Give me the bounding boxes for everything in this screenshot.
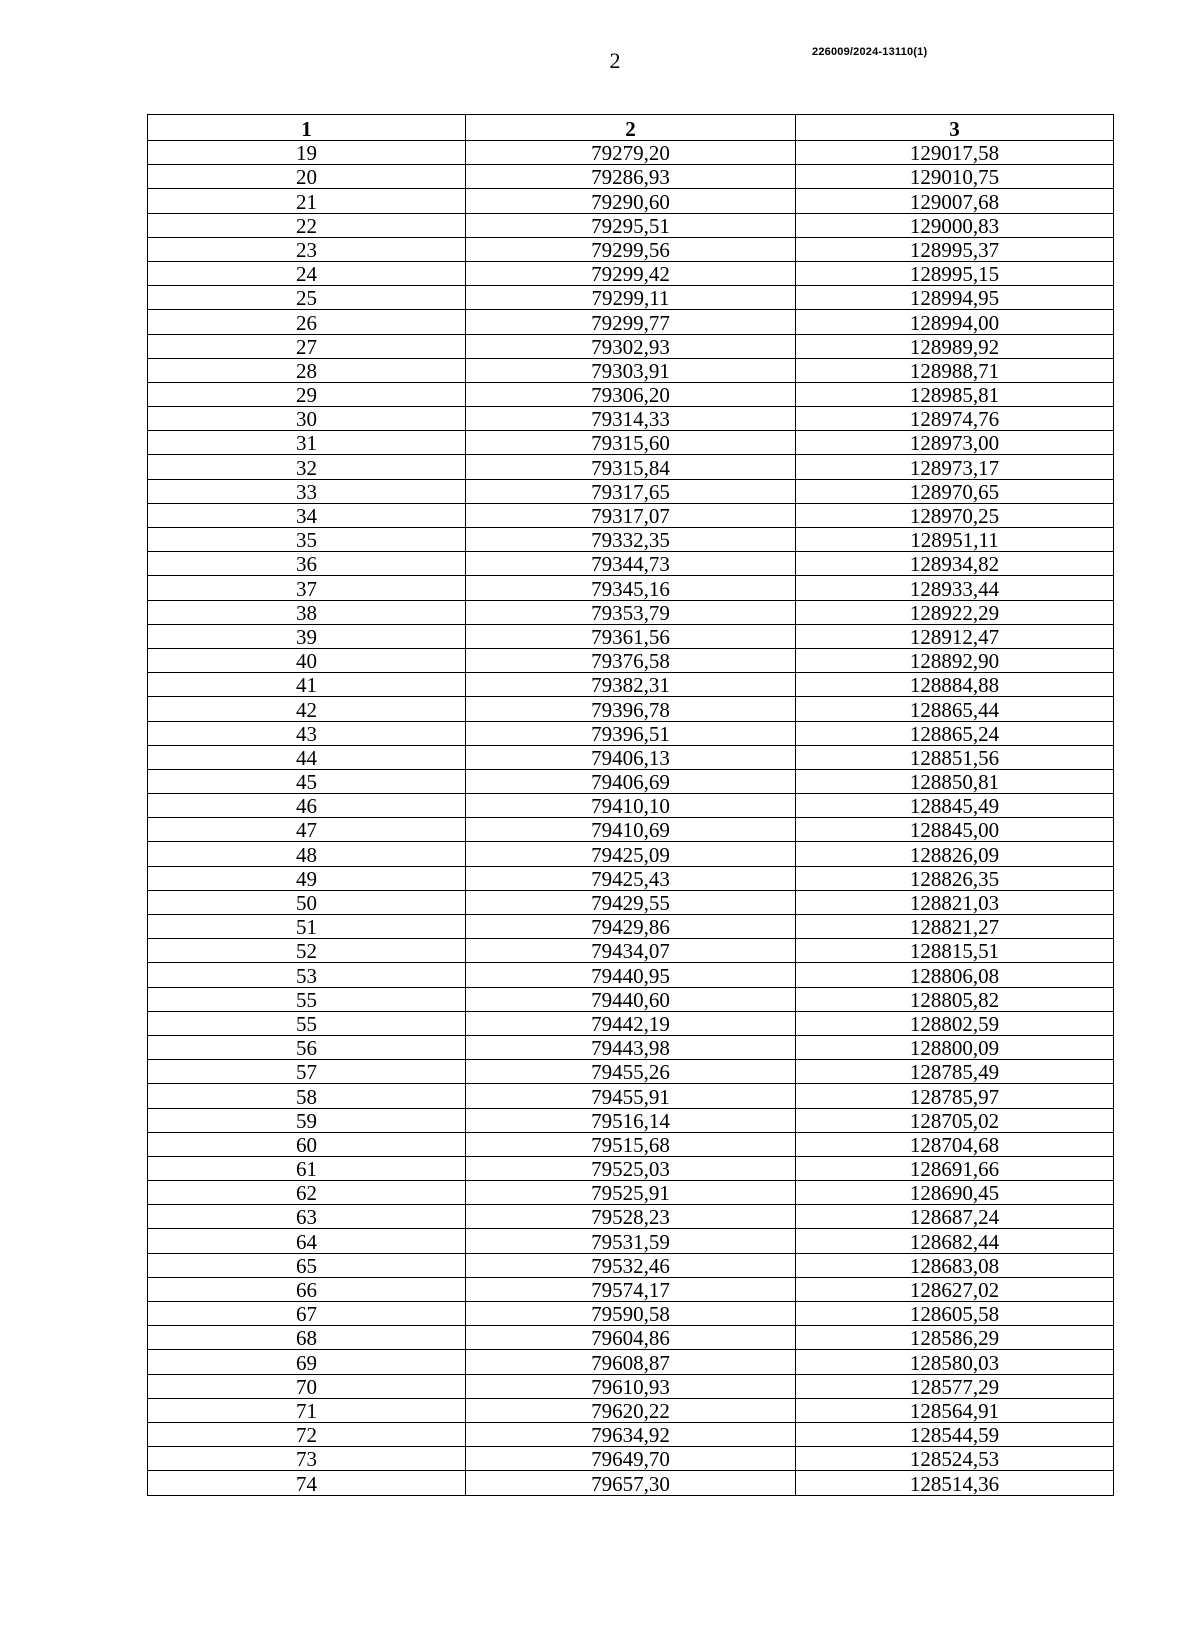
x-coordinate-cell: 79525,03 (466, 1156, 796, 1180)
y-coordinate-cell: 128605,58 (796, 1302, 1114, 1326)
y-coordinate-cell: 128802,59 (796, 1011, 1114, 1035)
table-row (148, 358, 1114, 382)
table-row (148, 915, 1114, 939)
page-number: 2 (609, 48, 621, 73)
y-coordinate-cell: 128683,08 (796, 1253, 1114, 1277)
y-coordinate-cell: 128995,37 (796, 237, 1114, 261)
x-coordinate-cell: 79306,20 (466, 382, 796, 406)
point-number-cell: 37 (148, 576, 466, 600)
point-number-cell: 69 (148, 1350, 466, 1374)
y-coordinate-cell: 128682,44 (796, 1229, 1114, 1253)
table-row (148, 528, 1114, 552)
table-row (148, 1277, 1114, 1301)
table-header-row (148, 115, 1114, 141)
x-coordinate-cell: 79290,60 (466, 189, 796, 213)
x-coordinate-cell: 79303,91 (466, 358, 796, 382)
point-number-cell: 40 (148, 648, 466, 672)
x-coordinate-cell: 79315,84 (466, 455, 796, 479)
table-row (148, 866, 1114, 890)
point-number-cell: 55 (148, 1011, 466, 1035)
x-coordinate-cell: 79361,56 (466, 624, 796, 648)
x-coordinate-cell: 79440,95 (466, 963, 796, 987)
x-coordinate-cell: 79302,93 (466, 334, 796, 358)
table-row (148, 1447, 1114, 1471)
x-coordinate-cell: 79532,46 (466, 1253, 796, 1277)
x-coordinate-cell: 79286,93 (466, 165, 796, 189)
x-coordinate-cell: 79531,59 (466, 1229, 796, 1253)
x-coordinate-cell: 79590,58 (466, 1302, 796, 1326)
y-coordinate-cell: 128995,15 (796, 261, 1114, 285)
x-coordinate-cell: 79525,91 (466, 1181, 796, 1205)
y-coordinate-cell: 128912,47 (796, 624, 1114, 648)
y-coordinate-cell: 128922,29 (796, 600, 1114, 624)
table-row (148, 382, 1114, 406)
column-header-2: 2 (466, 115, 796, 141)
column-header-3: 3 (796, 115, 1114, 141)
point-number-cell: 41 (148, 673, 466, 697)
point-number-cell: 43 (148, 721, 466, 745)
y-coordinate-cell: 128806,08 (796, 963, 1114, 987)
table-row (148, 1035, 1114, 1059)
y-coordinate-cell: 128800,09 (796, 1035, 1114, 1059)
y-coordinate-cell: 128850,81 (796, 769, 1114, 793)
point-number-cell: 52 (148, 939, 466, 963)
table-row (148, 1011, 1114, 1035)
table-row (148, 431, 1114, 455)
x-coordinate-cell: 79425,43 (466, 866, 796, 890)
table-row (148, 794, 1114, 818)
point-number-cell: 28 (148, 358, 466, 382)
x-coordinate-cell: 79406,13 (466, 745, 796, 769)
table-row (148, 1326, 1114, 1350)
x-coordinate-cell: 79396,78 (466, 697, 796, 721)
point-number-cell: 47 (148, 818, 466, 842)
y-coordinate-cell: 128826,35 (796, 866, 1114, 890)
y-coordinate-cell: 128705,02 (796, 1108, 1114, 1132)
table-row (148, 1156, 1114, 1180)
x-coordinate-cell: 79299,56 (466, 237, 796, 261)
table-row (148, 648, 1114, 672)
x-coordinate-cell: 79410,10 (466, 794, 796, 818)
table-row (148, 479, 1114, 503)
table-row (148, 576, 1114, 600)
x-coordinate-cell: 79516,14 (466, 1108, 796, 1132)
x-coordinate-cell: 79429,86 (466, 915, 796, 939)
table-row (148, 165, 1114, 189)
point-number-cell: 68 (148, 1326, 466, 1350)
table-row (148, 334, 1114, 358)
x-coordinate-cell: 79299,42 (466, 261, 796, 285)
point-number-cell: 60 (148, 1132, 466, 1156)
x-coordinate-cell: 79279,20 (466, 141, 796, 165)
table-row (148, 455, 1114, 479)
y-coordinate-cell: 128845,49 (796, 794, 1114, 818)
x-coordinate-cell: 79649,70 (466, 1447, 796, 1471)
point-number-cell: 67 (148, 1302, 466, 1326)
x-coordinate-cell: 79396,51 (466, 721, 796, 745)
point-number-cell: 71 (148, 1398, 466, 1422)
point-number-cell: 36 (148, 552, 466, 576)
x-coordinate-cell: 79382,31 (466, 673, 796, 697)
x-coordinate-cell: 79376,58 (466, 648, 796, 672)
x-coordinate-cell: 79620,22 (466, 1398, 796, 1422)
point-number-cell: 48 (148, 842, 466, 866)
table-row (148, 286, 1114, 310)
y-coordinate-cell: 128524,53 (796, 1447, 1114, 1471)
table-row (148, 697, 1114, 721)
y-coordinate-cell: 128514,36 (796, 1471, 1114, 1495)
x-coordinate-cell: 79332,35 (466, 528, 796, 552)
table-row (148, 1060, 1114, 1084)
y-coordinate-cell: 128892,90 (796, 648, 1114, 672)
point-number-cell: 72 (148, 1422, 466, 1446)
y-coordinate-cell: 129017,58 (796, 141, 1114, 165)
point-number-cell: 26 (148, 310, 466, 334)
table-body (148, 141, 1114, 1496)
table-row (148, 818, 1114, 842)
x-coordinate-cell: 79610,93 (466, 1374, 796, 1398)
x-coordinate-cell: 79317,07 (466, 503, 796, 527)
point-number-cell: 38 (148, 600, 466, 624)
column-header-1: 1 (148, 115, 466, 141)
table-row (148, 213, 1114, 237)
x-coordinate-cell: 79455,26 (466, 1060, 796, 1084)
table-row (148, 407, 1114, 431)
y-coordinate-cell: 128985,81 (796, 382, 1114, 406)
table-row (148, 237, 1114, 261)
point-number-cell: 27 (148, 334, 466, 358)
table-row (148, 842, 1114, 866)
y-coordinate-cell: 128988,71 (796, 358, 1114, 382)
y-coordinate-cell: 128564,91 (796, 1398, 1114, 1422)
point-number-cell: 23 (148, 237, 466, 261)
x-coordinate-cell: 79317,65 (466, 479, 796, 503)
point-number-cell: 58 (148, 1084, 466, 1108)
x-coordinate-cell: 79406,69 (466, 769, 796, 793)
x-coordinate-cell: 79314,33 (466, 407, 796, 431)
point-number-cell: 45 (148, 769, 466, 793)
table-row (148, 1422, 1114, 1446)
y-coordinate-cell: 128994,95 (796, 286, 1114, 310)
x-coordinate-cell: 79657,30 (466, 1471, 796, 1495)
point-number-cell: 57 (148, 1060, 466, 1084)
x-coordinate-cell: 79455,91 (466, 1084, 796, 1108)
x-coordinate-cell: 79299,11 (466, 286, 796, 310)
table-row (148, 1471, 1114, 1495)
y-coordinate-cell: 128884,88 (796, 673, 1114, 697)
table-row (148, 503, 1114, 527)
point-number-cell: 61 (148, 1156, 466, 1180)
point-number-cell: 73 (148, 1447, 466, 1471)
table-row (148, 673, 1114, 697)
y-coordinate-cell: 128821,03 (796, 890, 1114, 914)
table-row (148, 963, 1114, 987)
point-number-cell: 66 (148, 1277, 466, 1301)
y-coordinate-cell: 128989,92 (796, 334, 1114, 358)
x-coordinate-cell: 79345,16 (466, 576, 796, 600)
table-row (148, 310, 1114, 334)
x-coordinate-cell: 79515,68 (466, 1132, 796, 1156)
x-coordinate-cell: 79440,60 (466, 987, 796, 1011)
point-number-cell: 53 (148, 963, 466, 987)
point-number-cell: 30 (148, 407, 466, 431)
coordinates-table-container (147, 114, 1113, 1496)
x-coordinate-cell: 79299,77 (466, 310, 796, 334)
x-coordinate-cell: 79604,86 (466, 1326, 796, 1350)
y-coordinate-cell: 128627,02 (796, 1277, 1114, 1301)
x-coordinate-cell: 79442,19 (466, 1011, 796, 1035)
point-number-cell: 59 (148, 1108, 466, 1132)
point-number-cell: 62 (148, 1181, 466, 1205)
x-coordinate-cell: 79634,92 (466, 1422, 796, 1446)
coordinates-table (147, 114, 1114, 1496)
y-coordinate-cell: 128865,24 (796, 721, 1114, 745)
point-number-cell: 32 (148, 455, 466, 479)
table-row (148, 769, 1114, 793)
table-row (148, 624, 1114, 648)
table-row (148, 939, 1114, 963)
table-row (148, 1302, 1114, 1326)
point-number-cell: 21 (148, 189, 466, 213)
y-coordinate-cell: 128865,44 (796, 697, 1114, 721)
y-coordinate-cell: 128821,27 (796, 915, 1114, 939)
table-row (148, 1350, 1114, 1374)
point-number-cell: 25 (148, 286, 466, 310)
point-number-cell: 65 (148, 1253, 466, 1277)
table-row (148, 189, 1114, 213)
y-coordinate-cell: 128951,11 (796, 528, 1114, 552)
x-coordinate-cell: 79574,17 (466, 1277, 796, 1301)
x-coordinate-cell: 79443,98 (466, 1035, 796, 1059)
point-number-cell: 44 (148, 745, 466, 769)
point-number-cell: 42 (148, 697, 466, 721)
table-row (148, 890, 1114, 914)
point-number-cell: 50 (148, 890, 466, 914)
x-coordinate-cell: 79425,09 (466, 842, 796, 866)
table-row (148, 987, 1114, 1011)
point-number-cell: 56 (148, 1035, 466, 1059)
y-coordinate-cell: 128845,00 (796, 818, 1114, 842)
y-coordinate-cell: 128933,44 (796, 576, 1114, 600)
point-number-cell: 35 (148, 528, 466, 552)
table-row (148, 1181, 1114, 1205)
y-coordinate-cell: 128586,29 (796, 1326, 1114, 1350)
y-coordinate-cell: 128577,29 (796, 1374, 1114, 1398)
x-coordinate-cell: 79344,73 (466, 552, 796, 576)
x-coordinate-cell: 79410,69 (466, 818, 796, 842)
x-coordinate-cell: 79608,87 (466, 1350, 796, 1374)
point-number-cell: 20 (148, 165, 466, 189)
y-coordinate-cell: 128805,82 (796, 987, 1114, 1011)
point-number-cell: 55 (148, 987, 466, 1011)
point-number-cell: 22 (148, 213, 466, 237)
y-coordinate-cell: 129000,83 (796, 213, 1114, 237)
table-row (148, 261, 1114, 285)
document-reference: 226009/2024-13110(1) (812, 46, 928, 58)
y-coordinate-cell: 129007,68 (796, 189, 1114, 213)
point-number-cell: 39 (148, 624, 466, 648)
y-coordinate-cell: 128973,17 (796, 455, 1114, 479)
y-coordinate-cell: 128973,00 (796, 431, 1114, 455)
y-coordinate-cell: 128826,09 (796, 842, 1114, 866)
x-coordinate-cell: 79434,07 (466, 939, 796, 963)
point-number-cell: 74 (148, 1471, 466, 1495)
point-number-cell: 64 (148, 1229, 466, 1253)
y-coordinate-cell: 128691,66 (796, 1156, 1114, 1180)
table-row (148, 1132, 1114, 1156)
y-coordinate-cell: 128851,56 (796, 745, 1114, 769)
table-row (148, 1374, 1114, 1398)
y-coordinate-cell: 128544,59 (796, 1422, 1114, 1446)
table-row (148, 1084, 1114, 1108)
y-coordinate-cell: 128704,68 (796, 1132, 1114, 1156)
table-row (148, 1205, 1114, 1229)
x-coordinate-cell: 79295,51 (466, 213, 796, 237)
table-row (148, 721, 1114, 745)
y-coordinate-cell: 128580,03 (796, 1350, 1114, 1374)
y-coordinate-cell: 128970,65 (796, 479, 1114, 503)
point-number-cell: 70 (148, 1374, 466, 1398)
y-coordinate-cell: 128785,49 (796, 1060, 1114, 1084)
point-number-cell: 19 (148, 141, 466, 165)
y-coordinate-cell: 129010,75 (796, 165, 1114, 189)
table-row (148, 1398, 1114, 1422)
table-row (148, 141, 1114, 165)
x-coordinate-cell: 79528,23 (466, 1205, 796, 1229)
point-number-cell: 33 (148, 479, 466, 503)
table-row (148, 745, 1114, 769)
y-coordinate-cell: 128690,45 (796, 1181, 1114, 1205)
y-coordinate-cell: 128974,76 (796, 407, 1114, 431)
point-number-cell: 51 (148, 915, 466, 939)
point-number-cell: 24 (148, 261, 466, 285)
x-coordinate-cell: 79353,79 (466, 600, 796, 624)
table-row (148, 552, 1114, 576)
table-row (148, 600, 1114, 624)
y-coordinate-cell: 128994,00 (796, 310, 1114, 334)
table-row (148, 1229, 1114, 1253)
point-number-cell: 63 (148, 1205, 466, 1229)
y-coordinate-cell: 128687,24 (796, 1205, 1114, 1229)
point-number-cell: 34 (148, 503, 466, 527)
y-coordinate-cell: 128785,97 (796, 1084, 1114, 1108)
y-coordinate-cell: 128815,51 (796, 939, 1114, 963)
y-coordinate-cell: 128970,25 (796, 503, 1114, 527)
x-coordinate-cell: 79315,60 (466, 431, 796, 455)
x-coordinate-cell: 79429,55 (466, 890, 796, 914)
table-row (148, 1108, 1114, 1132)
point-number-cell: 29 (148, 382, 466, 406)
point-number-cell: 31 (148, 431, 466, 455)
point-number-cell: 49 (148, 866, 466, 890)
table-row (148, 1253, 1114, 1277)
point-number-cell: 46 (148, 794, 466, 818)
y-coordinate-cell: 128934,82 (796, 552, 1114, 576)
